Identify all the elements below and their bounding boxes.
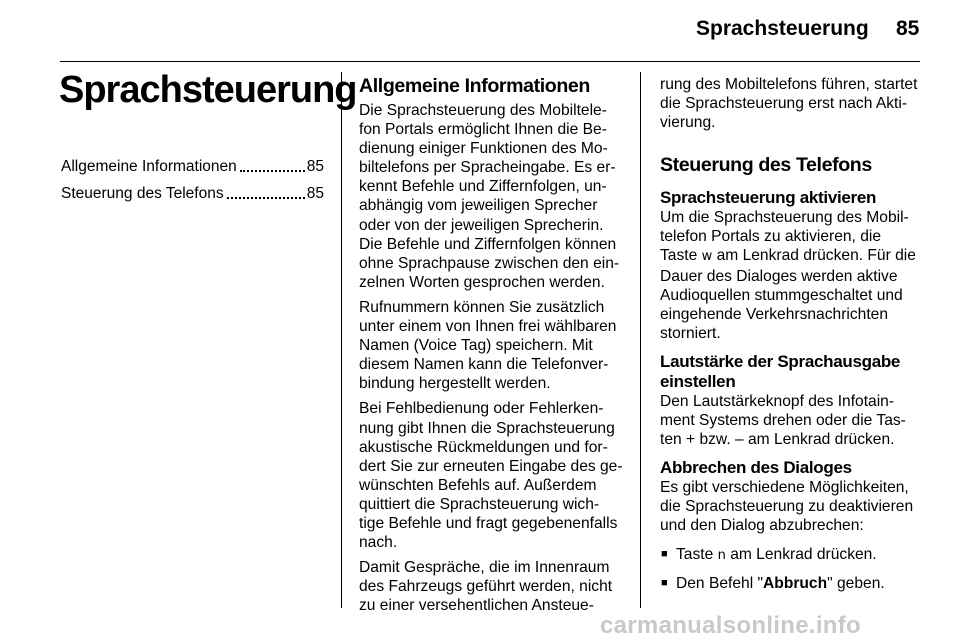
heading-line: Lautstärke der Sprachausgabe bbox=[660, 351, 901, 371]
text-line: unter einem von Ihnen frei wählbaren bbox=[359, 318, 617, 336]
text-line: oder von der jeweiligen Sprecherin. bbox=[359, 216, 604, 234]
chapter-title: Sprachsteuerung bbox=[59, 69, 357, 111]
text-line: Den Lautstärkeknopf des Infotain- bbox=[660, 392, 895, 410]
toc-entry-page: 85 bbox=[306, 158, 324, 175]
heading-line: einstellen bbox=[660, 371, 736, 391]
text-line: Bei Fehlbedienung oder Fehlerken- bbox=[359, 400, 604, 418]
text-line: Die Befehle und Ziffernfolgen können bbox=[359, 235, 617, 253]
hangup-button-icon: n bbox=[717, 547, 726, 563]
text-line: die Sprachsteuerung zu deaktivieren bbox=[660, 498, 914, 516]
header-title: Sprachsteuerung bbox=[696, 17, 869, 40]
text-line: die Sprachsteuerung erst nach Akti- bbox=[660, 95, 908, 113]
text-fragment: " geben. bbox=[827, 574, 885, 592]
text-line: dert Sie zur erneuten Eingabe des ge- bbox=[359, 457, 623, 475]
volume-paragraph bbox=[660, 392, 926, 449]
text-line: Es gibt verschiedene Möglichkeiten, bbox=[660, 479, 909, 497]
talk-button-icon: w bbox=[701, 249, 713, 265]
text-fragment: Taste bbox=[660, 247, 702, 265]
text-line: ment Systems drehen oder die Tas- bbox=[660, 412, 906, 430]
page-number: 85 bbox=[896, 17, 920, 40]
toc-leader-dots bbox=[227, 197, 305, 199]
general-info-column bbox=[359, 75, 624, 615]
text-line: wünschten Befehls auf. Außerdem bbox=[359, 476, 597, 494]
text-line: Rufnummern können Sie zusätzlich bbox=[359, 298, 605, 316]
text-line: Um die Sprachsteuerung des Mobil- bbox=[660, 209, 909, 227]
text-fragment: am Lenkrad drücken. bbox=[725, 545, 877, 563]
bullet-item bbox=[660, 574, 926, 593]
text-line: quittiert die Sprachsteuerung wich- bbox=[359, 495, 600, 513]
activate-paragraph bbox=[660, 208, 926, 343]
text-line: akustische Rückmeldungen und for- bbox=[359, 438, 608, 456]
general-info-paragraph-3 bbox=[359, 399, 624, 552]
text-line: fon Portals ermöglicht Ihnen die Be- bbox=[359, 121, 607, 139]
text-line: biltelefons per Spracheingabe. Es er- bbox=[359, 159, 616, 177]
text-line: nung gibt Ihnen die Sprachsteuerung bbox=[359, 419, 615, 437]
toc-leader-dots bbox=[240, 170, 305, 172]
column-divider-1 bbox=[341, 72, 342, 608]
text-line: zu einer versehentlichen Ansteue- bbox=[359, 597, 594, 615]
phone-control-heading: Steuerung des Telefons bbox=[660, 154, 872, 177]
toc-entry[interactable] bbox=[61, 176, 324, 203]
general-info-paragraph-2 bbox=[359, 298, 624, 393]
header-rule bbox=[60, 61, 920, 62]
text-line: Die Sprachsteuerung des Mobiltele- bbox=[359, 102, 607, 119]
cancel-heading: Abbrechen des Dialoges bbox=[660, 458, 852, 478]
text-line: tige Befehle und fragt gegebenenfalls bbox=[359, 514, 618, 532]
cancel-paragraph bbox=[660, 478, 926, 535]
text-line: zelnen Worten gesprochen werden. bbox=[359, 273, 605, 291]
text-line: des Fahrzeugs geführt werden, nicht bbox=[359, 578, 613, 596]
activate-heading: Sprachsteuerung aktivieren bbox=[660, 188, 877, 208]
text-line: kennt Befehle und Ziffernfolgen, un- bbox=[359, 178, 607, 196]
toc-entry-page: 85 bbox=[306, 185, 324, 202]
text-line: dienung einiger Funktionen des Mo- bbox=[359, 140, 608, 158]
text-line: Damit Gespräche, die im Innenraum bbox=[359, 559, 610, 577]
general-info-paragraph-1 bbox=[359, 101, 624, 292]
text-line: Audioquellen stummgeschaltet und bbox=[660, 286, 903, 304]
chapter-toc bbox=[61, 149, 324, 203]
column-divider-2 bbox=[640, 72, 641, 608]
text-line: ten + bzw. – am Lenkrad drücken. bbox=[660, 431, 895, 449]
volume-heading bbox=[660, 352, 926, 392]
text-line: diesem Namen kann die Telefonver- bbox=[359, 356, 609, 374]
text-line: bindung hergestellt werden. bbox=[359, 375, 551, 393]
toc-entry[interactable] bbox=[61, 149, 324, 176]
text-line: nach. bbox=[359, 534, 398, 552]
bullet-item bbox=[660, 545, 926, 565]
toc-entry-label: Steuerung des Telefons bbox=[61, 185, 224, 202]
general-info-paragraph-4 bbox=[359, 558, 624, 615]
text-line: eingehende Verkehrsnachrichten bbox=[660, 305, 889, 323]
text-line: und den Dialog abzubrechen: bbox=[660, 517, 864, 535]
text-line: telefon Portals zu aktivieren, die bbox=[660, 228, 882, 246]
toc-entry-label: Allgemeine Informationen bbox=[61, 158, 237, 175]
watermark: carmanualsonline.info bbox=[600, 612, 862, 639]
text-line: vierung. bbox=[660, 114, 716, 132]
text-fragment: Taste bbox=[676, 545, 718, 563]
text-line: rung des Mobiltelefons führen, startet bbox=[660, 76, 918, 93]
text-fragment: am Lenkrad drücken. Für die bbox=[712, 247, 916, 265]
text-line: Dauer des Dialoges werden aktive bbox=[660, 267, 898, 285]
text-line: storniert. bbox=[660, 324, 721, 342]
general-info-heading: Allgemeine Informationen bbox=[359, 75, 590, 97]
text-line: Namen (Voice Tag) speichern. Mit bbox=[359, 337, 593, 355]
text-line bbox=[660, 246, 926, 266]
phone-control-column bbox=[660, 75, 926, 593]
text-line: ohne Sprachpause zwischen den ein- bbox=[359, 254, 620, 272]
text-fragment: Den Befehl " bbox=[676, 574, 764, 592]
general-info-paragraph-4-continued bbox=[660, 75, 926, 132]
command-keyword: Abbruch bbox=[763, 574, 828, 592]
text-line: abhängig vom jeweiligen Sprecher bbox=[359, 197, 598, 215]
